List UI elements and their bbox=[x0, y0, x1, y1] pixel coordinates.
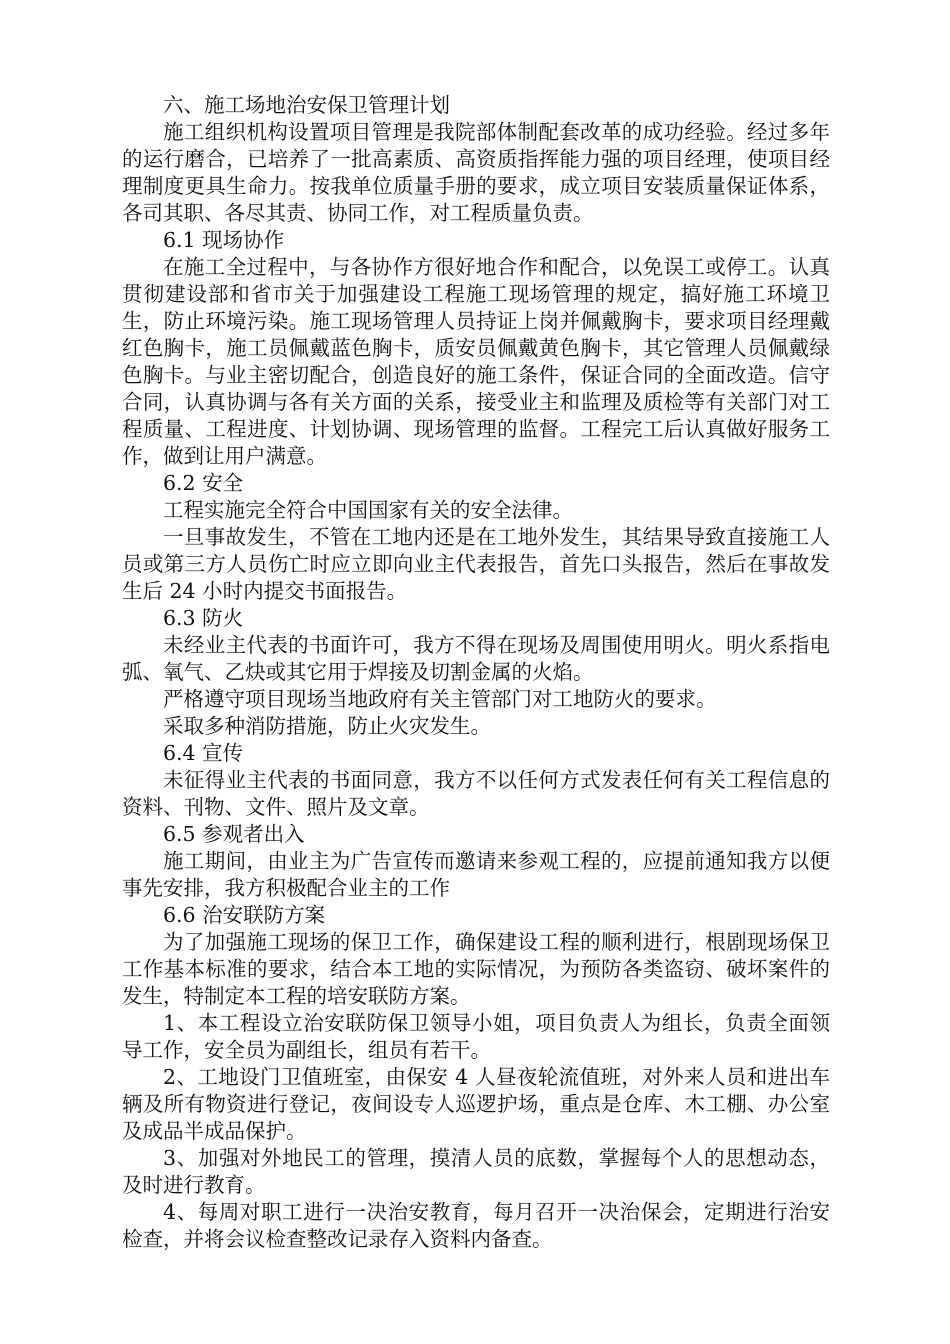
list-item: 3、加强对外地民工的管理，摸清人员的底数，掌握每个人的思想动态，及时进行教育。 bbox=[122, 1146, 830, 1197]
paragraph: 未征得业主代表的书面同意，我方不以任何方式发表任何有关工程信息的资料、刊物、文件、照片及文章。 bbox=[122, 768, 830, 819]
section-heading: 6.1 现场协作 bbox=[163, 228, 285, 252]
section-heading: 6.2 安全 bbox=[163, 471, 244, 495]
paragraph: 施工组织机构设置项目管理是我院部体制配套改革的成功经验。经过多年的运行磨合，已培养了一批高素质、高资质指挥能力强的项目经理，使项目经理制度更具生命力。按我单位质量手册的要求，成立项目安装质量保证体系，各司其职、各尽其责、协同工作，对工程质量负责。 bbox=[122, 120, 830, 225]
list-item: 1、本工程设立治安联防保卫领导小姐，项目负责人为组长，负责全面领导工作，安全员为副组长，组员有若干。 bbox=[122, 1011, 830, 1062]
paragraph: 施工期间，由业主为广告宣传而邀请来参观工程的，应提前通知我方以便事先安排，我方积极配合业主的工作 bbox=[122, 849, 830, 900]
paragraph: 未经业主代表的书面许可，我方不得在现场及周围使用明火。明火系指电弧、氧气、乙炔或其它用于焊接及切割金属的火焰。 bbox=[122, 633, 830, 684]
paragraph: 采取多种消防措施，防止火灾发生。 bbox=[163, 714, 491, 738]
list-item: 2、工地设门卫值班室，由保安 4 人昼夜轮流值班，对外来人员和进出车辆及所有物资进行登记，夜间设专人巡逻护场，重点是仓库、木工棚、办公室及成品半成品保护。 bbox=[122, 1065, 830, 1143]
section-heading: 6.5 参观者出入 bbox=[163, 822, 305, 846]
paragraph: 为了加强施工现场的保卫工作，确保建设工程的顺利进行，根剧现场保卫工作基本标准的要求，结合本工地的实际情况，为预防各类盗窃、破坏案件的发生，特制定本工程的培安联防方案。 bbox=[122, 930, 830, 1008]
document-page bbox=[122, 92, 830, 1253]
section-heading: 6.4 宣传 bbox=[163, 741, 244, 765]
paragraph: 在施工全过程中，与各协作方很好地合作和配合，以免误工或停工。认真贯彻建设部和省市关于加强建设工程施工现场管理的规定，搞好施工环境卫生，防止环境污染。施工现场管理人员持证上岗并佩戴胸卡，要求项目经理戴红色胸卡，施工员佩戴蓝色胸卡，质安员佩戴黄色胸卡，其它管理人员佩戴绿色胸卡。与业主密切配合，创造良好的施工条件，保证合同的全面改造。信守合同，认真协调与各有关方面的关系，接受业主和监理及质检等有关部门对工程质量、工程进度、计划协调、现场管理的监督。工程完工后认真做好服务工作，做到让用户满意。 bbox=[122, 255, 830, 468]
paragraph: 一旦事故发生，不管在工地内还是在工地外发生，其结果导致直接施工人员或第三方人员伤亡时应立即向业主代表报告，首先口头报告，然后在事故发生后 24 小时内提交书面报告。 bbox=[122, 525, 830, 603]
section-heading: 6.3 防火 bbox=[163, 606, 244, 630]
paragraph: 严格遵守项目现场当地政府有关主管部门对工地防火的要求。 bbox=[163, 687, 717, 711]
list-item: 4、每周对职工进行一决治安教育，每月召开一决治保会，定期进行治安检查，并将会议检查整改记录存入资料内备查。 bbox=[122, 1200, 830, 1251]
paragraph: 工程实施完全符合中国国家有关的安全法律。 bbox=[163, 498, 573, 522]
section-heading: 六、施工场地治安保卫管理计划 bbox=[163, 93, 450, 117]
section-heading: 6.6 治安联防方案 bbox=[163, 903, 326, 927]
